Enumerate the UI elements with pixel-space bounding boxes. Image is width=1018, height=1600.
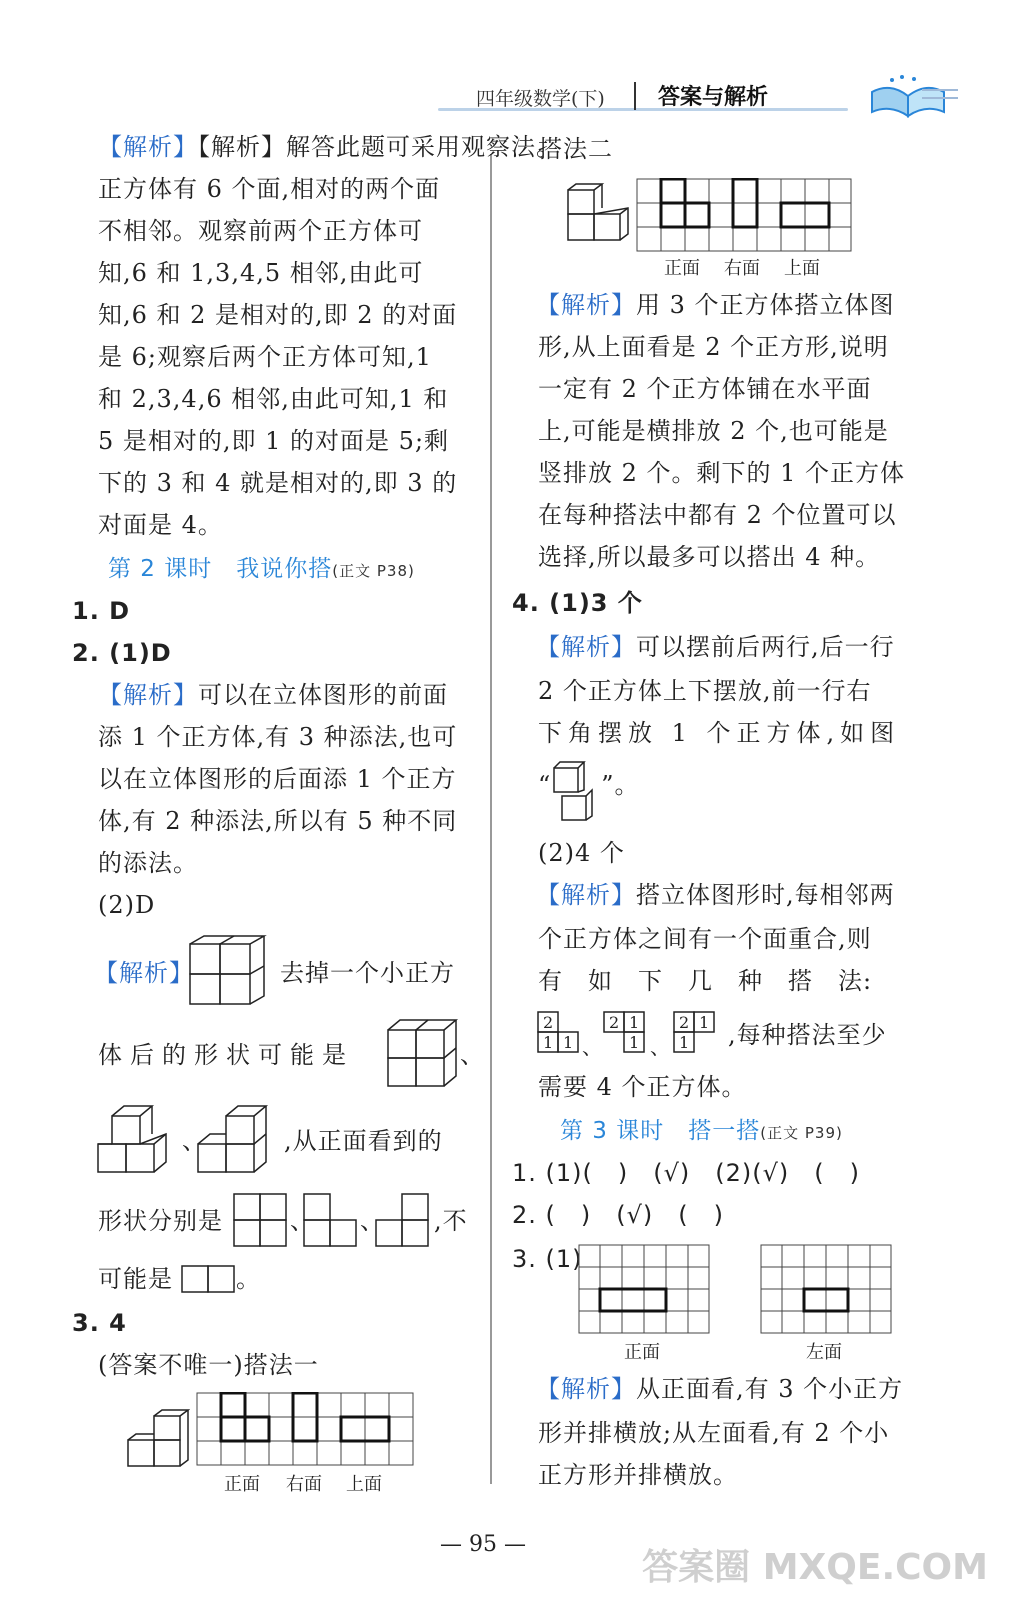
cube-option-figure — [196, 1098, 282, 1178]
question-1: 1. (1)( ) (√) (2)(√) ( ) — [512, 1159, 861, 1187]
column-divider — [490, 154, 492, 1484]
analysis-line: 形,从上面看是 2 个正方形,说明 — [538, 333, 889, 361]
analysis-line — [536, 632, 895, 662]
caption-left: 左面 — [806, 1342, 842, 1363]
page-header — [438, 72, 998, 132]
analysis-text: 【解析】从正面看,有 3 个小正方 — [536, 1375, 904, 1403]
caption-top: 上面 — [346, 1474, 382, 1495]
analysis-line: 正方体有 6 个面,相对的两个面 — [98, 175, 441, 203]
lesson-page-ref: (正文 P38) — [332, 562, 415, 580]
punctuation: 、 — [182, 1127, 207, 1155]
cube-option-figure — [96, 1098, 182, 1178]
analysis-tag-text: 【解析】 — [94, 959, 194, 987]
analysis-line: 2 个正方体上下摆放,前一行右 — [538, 677, 872, 705]
analysis-line: 需要 4 个正方体。 — [538, 1073, 747, 1101]
analysis-line: 下的 3 和 4 就是相对的,即 3 的 — [98, 469, 458, 497]
punctuation: 、 — [290, 1207, 315, 1235]
analysis-line — [536, 880, 895, 910]
svg-text:1: 1 — [629, 1033, 640, 1052]
analysis-line: 在每种搭法中都有 2 个位置可以 — [538, 501, 897, 529]
analysis-tag: 【解析】 — [98, 133, 198, 161]
analysis-text: 去掉一个小正方 — [280, 959, 455, 987]
front-view-grid — [302, 1192, 360, 1250]
analysis-line: 正方形并排横放。 — [538, 1461, 738, 1489]
analysis-line: 以在立体图形的后面添 1 个正方 — [98, 765, 457, 793]
book-section-title: 答案与解析 — [658, 85, 769, 110]
svg-text:2: 2 — [679, 1013, 690, 1032]
analysis-text: 可能是 — [98, 1265, 173, 1293]
analysis-text: ,从正面看到的 — [284, 1127, 443, 1155]
question-2: 2. (1)D — [72, 639, 172, 667]
analysis-line: 的添法。 — [98, 849, 198, 877]
lesson-title: 第 2 课时 我说你搭 — [108, 556, 333, 582]
method-heading: 搭法二 — [538, 135, 613, 163]
front-view-grid — [232, 1192, 290, 1250]
analysis-line: 下角摆放 1 个正方体,如图 — [538, 719, 901, 747]
stacking-methods-figure — [536, 1010, 726, 1056]
analysis-line: 有 如 下 几 种 搭 法: — [538, 967, 873, 995]
analysis-tag — [94, 958, 194, 988]
three-view-grid-1 — [196, 1392, 414, 1466]
question-1: 1. D — [72, 597, 131, 625]
analysis-line: 知,6 和 1,3,4,5 相邻,由此可 — [98, 259, 424, 287]
sub-answer: (答案不唯一)搭法一 — [98, 1351, 319, 1379]
question-3: 3. (1) — [512, 1245, 583, 1273]
analysis-line — [536, 290, 895, 320]
analysis-line: 添 1 个正方体,有 3 种添法,也可 — [98, 723, 458, 751]
analysis-line: “ ”。 — [538, 771, 640, 799]
watermark: 答案圈 MXQE.COM — [642, 1547, 988, 1588]
analysis-text: 形状分别是 — [98, 1207, 223, 1235]
analysis-text: 体后的形状可能是 — [98, 1041, 354, 1069]
cube-stack-figure — [188, 934, 276, 1008]
cube-option-figure — [386, 1018, 460, 1088]
svg-text:1: 1 — [679, 1033, 690, 1052]
caption-front: 正面 — [224, 1474, 260, 1495]
analysis-text: 【解析】可以摆前后两行,后一行 — [536, 633, 895, 661]
question-2: 2. ( ) (√) ( ) — [512, 1201, 724, 1229]
svg-text:1: 1 — [543, 1033, 554, 1052]
analysis-line: 对面是 4。 — [98, 511, 223, 539]
question-3: 3. 4 — [72, 1309, 127, 1337]
caption-front: 正面 — [624, 1342, 660, 1363]
front-view-answer-grid — [578, 1244, 710, 1334]
sub-answer: (2)D — [98, 891, 156, 919]
analysis-text: 【解析】可以在立体图形的前面 — [98, 681, 448, 709]
question-4: 4. (1)3 个 — [512, 589, 643, 617]
book-subtitle: 四年级数学(下) — [476, 88, 605, 110]
analysis-line: 知,6 和 2 是相对的,即 2 的对面 — [98, 301, 458, 329]
lesson-title: 第 3 课时 搭一搭 — [560, 1118, 761, 1144]
cube-build-figure-2 — [566, 178, 630, 244]
header-separator — [634, 82, 636, 110]
analysis-line — [98, 132, 561, 162]
punctuation: 、 — [360, 1207, 385, 1235]
analysis-line: 选择,所以最多可以搭出 4 种。 — [538, 543, 881, 571]
analysis-line: 是 6;观察后两个正方体可知,1 — [98, 343, 432, 371]
front-view-grid — [374, 1192, 432, 1250]
punctuation: 、 — [460, 1041, 485, 1069]
analysis-line: 体,有 2 种添法,所以有 5 种不同 — [98, 807, 458, 835]
svg-text:2: 2 — [609, 1013, 620, 1032]
analysis-line: 和 2,3,4,6 相邻,由此可知,1 和 — [98, 385, 449, 413]
caption-right: 右面 — [286, 1474, 322, 1495]
analysis-line: 一定有 2 个正方体铺在水平面 — [538, 375, 872, 403]
caption-front: 正面 — [664, 258, 700, 279]
analysis-line: 竖排放 2 个。剩下的 1 个正方体 — [538, 459, 906, 487]
lesson-heading — [108, 554, 415, 586]
svg-text:2: 2 — [543, 1013, 554, 1032]
punctuation: 。 — [236, 1265, 261, 1293]
analysis-line: ,每种搭法至少 — [728, 1021, 887, 1049]
sub-answer: (2)4 个 — [538, 839, 625, 867]
cube-build-figure-1 — [126, 1408, 190, 1470]
analysis-line — [98, 680, 448, 710]
cube-example-figure — [552, 760, 598, 824]
svg-text:1: 1 — [699, 1013, 710, 1032]
impossible-view-grid — [180, 1264, 236, 1294]
lesson-heading — [560, 1116, 843, 1148]
caption-top: 上面 — [784, 258, 820, 279]
lesson-page-ref: (正文 P39) — [760, 1124, 843, 1142]
analysis-line: 上,可能是横排放 2 个,也可能是 — [538, 417, 889, 445]
three-view-grid-2 — [636, 178, 852, 252]
analysis-text: 【解析】搭立体图形时,每相邻两 — [536, 881, 895, 909]
caption-right: 右面 — [724, 258, 760, 279]
analysis-line — [536, 1374, 903, 1404]
analysis-text: 【解析】用 3 个正方体搭立体图 — [536, 291, 895, 319]
page-number: — 95 — — [440, 1532, 526, 1557]
svg-text:1: 1 — [629, 1013, 640, 1032]
left-view-answer-grid — [760, 1244, 892, 1334]
analysis-line: 形并排横放;从左面看,有 2 个小 — [538, 1419, 890, 1447]
analysis-text: ,不 — [434, 1207, 468, 1235]
analysis-text: 【解析】解答此题可采用观察法。 — [198, 133, 561, 161]
svg-text:、: 、 — [650, 1035, 670, 1056]
svg-text:、: 、 — [582, 1035, 602, 1056]
svg-text:1: 1 — [563, 1033, 574, 1052]
book-logo-icon — [862, 72, 958, 122]
analysis-line: 个正方体之间有一个面重合,则 — [538, 925, 872, 953]
analysis-line: 不相邻。观察前两个正方体可 — [98, 217, 423, 245]
analysis-line: 5 是相对的,即 1 的对面是 5;剩 — [98, 427, 450, 455]
